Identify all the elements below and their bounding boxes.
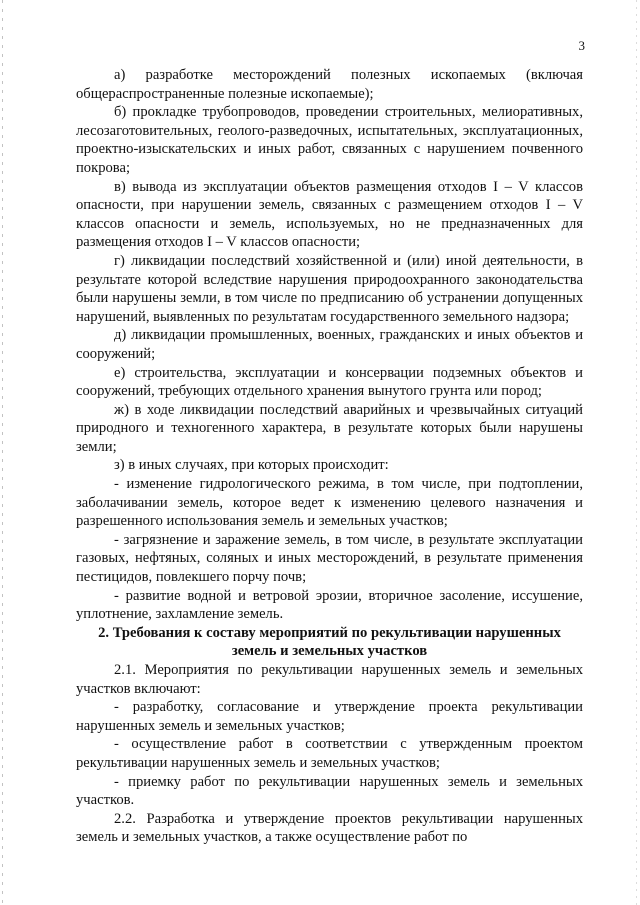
paragraph-bullet-project: - разработку, согласование и утверждение проекта рекультивации нарушенных земель и земельных участков;	[76, 699, 583, 734]
document-body	[76, 66, 583, 847]
paragraph-item-d: д) ликвидации промышленных, военных, гражданских и иных объектов и сооружений;	[76, 327, 583, 362]
paragraph-item-zh: ж) в ходе ликвидации последствий аварийных и чрезвычайных ситуаций природного и техногенного характера, в результате которых были нарушены земли;	[76, 401, 583, 455]
paragraph-2-2: 2.2. Разработка и утверждение проектов рекультивации нарушенных земель и земельных участков, а также осуществление работ по	[76, 810, 583, 846]
paragraph-bullet-pollution: - загрязнение и заражение земель, в том числе, в результате эксплуатации газовых, нефтяных, соляных и иных месторождений, в результате применения пестицидов, повлекшего порчу почв;	[76, 531, 583, 586]
paragraph-bullet-acceptance: - приемку работ по рекультивации нарушенных земель и земельных участков.	[76, 773, 583, 809]
paragraph-bullet-erosion: - развитие водной и ветровой эрозии, вторичное засоление, иссушение, уплотнение, захламление земель.	[76, 587, 583, 623]
paragraph-item-g: г) ликвидации последствий хозяйственной и (или) иной деятельности, в результате которой вследствие нарушения природоохранного законодательства были нарушены земли, в том числе по предписанию об устранении допущенных нарушений, выявленных по результатам государственного земельного надзора;	[76, 252, 583, 325]
paragraph-item-v: в) вывода из эксплуатации объектов размещения отходов I – V классов опасности, при нарушении земель, связанных с размещением отходов I – V классов опасности и земель, используемых, но не предназначенных для размещения отходов I – V классов опасности;	[76, 178, 583, 251]
page-number: 3	[578, 38, 585, 53]
paragraph-2-1: 2.1. Мероприятия по рекультивации нарушенных земель и земельных участков включают:	[76, 662, 583, 697]
paragraph-item-e: е) строительства, эксплуатации и консервации подземных объектов и сооружений, требующих отдельного хранения вынутого грунта или пород;	[76, 364, 583, 400]
scan-edge-left	[2, 0, 3, 905]
paragraph-item-b: б) прокладке трубопроводов, проведении строительных, мелиоративных, лесозаготовительных, геолого-разведочных, испытательных, эксплуатационных, проектно-изыскательских и иных работ, связанных с нарушением почвенного покрова;	[76, 104, 583, 176]
paragraph-bullet-works: - осуществление работ в соответствии с утвержденным проектом рекультивации нарушенных земель и земельных участков;	[76, 736, 583, 771]
paragraph-item-z: з) в иных случаях, при которых происходит:	[114, 457, 389, 474]
section-heading: 2. Требования к составу мероприятий по рекультивации нарушенных земель и земельных участков	[98, 624, 561, 660]
scan-edge-right	[636, 0, 637, 905]
paragraph-item-a: а) разработке месторождений полезных ископаемых (включая общераспространенные полезные ископаемые);	[76, 67, 583, 102]
paragraph-bullet-hydrology: - изменение гидрологического режима, в том числе, при подтоплении, заболачивании земель, которое ведет к изменению целевого назначения и разрешенного использования земель и земельных участков;	[76, 476, 583, 530]
